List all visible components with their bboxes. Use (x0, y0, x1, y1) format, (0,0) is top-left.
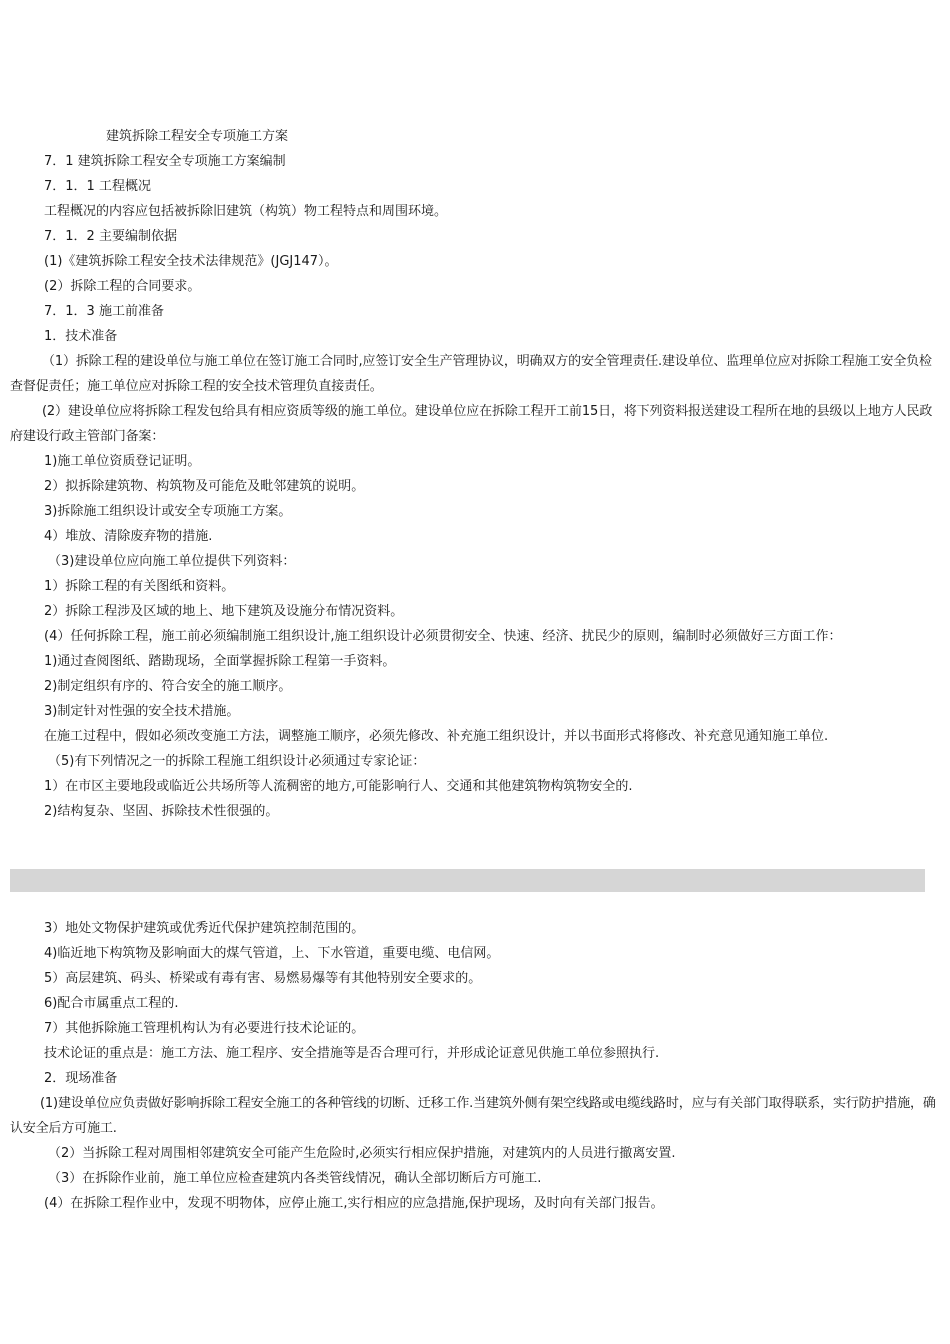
page-divider (10, 869, 925, 892)
text-line: 2)结构复杂、坚固、拆除技术性很强的。 (44, 804, 279, 819)
text-line: 在施工过程中，假如必须改变施工方法，调整施工顺序，必须先修改、补充施工组织设计，并以书面形式将修改、补充意见通知施工单位. (44, 729, 829, 744)
text-line: 2）拟拆除建筑物、构筑物及可能危及毗邻建筑的说明。 (44, 479, 365, 494)
text-line: 技术论证的重点是：施工方法、施工程序、安全措施等是否合理可行，并形成论证意见供施工单位参照执行. (44, 1046, 660, 1061)
text-line: 3）地处文物保护建筑或优秀近代保护建筑控制范围的。 (44, 921, 365, 936)
text-line: (4）在拆除工程作业中，发现不明物体，应停止施工,实行相应的应急措施,保护现场，及时向有关部门报告。 (44, 1196, 664, 1211)
document-section-1 (10, 124, 940, 824)
text-line: 1）在市区主要地段或临近公共场所等人流稠密的地方,可能影响行人、交通和其他建筑物构筑物安全的. (44, 779, 633, 794)
text-line: 4)临近地下构筑物及影响面大的煤气管道，上、下水管道，重要电缆、电信网。 (44, 946, 500, 961)
text-line: 7．1 建筑拆除工程安全专项施工方案编制 (44, 154, 286, 169)
text-line: 4）堆放、清除废弃物的措施. (44, 529, 213, 544)
document-section-2 (10, 916, 940, 1216)
text-line: 1）拆除工程的有关图纸和资料。 (44, 579, 235, 594)
paragraph: (2）建设单位应将拆除工程发包给具有相应资质等级的施工单位。建设单位应在拆除工程开工前15日，将下列资料报送建设工程所在地的县级以上地方人民政府建设行政主管部门备案： (10, 404, 933, 444)
paragraph: （1）拆除工程的建设单位与施工单位在签订施工合同时,应签订安全生产管理协议，明确双方的安全管理责任.建设单位、监理单位应对拆除工程施工安全负检查督促责任；施工单位应对拆除工程的安全技术管理负直接责任。 (10, 354, 932, 394)
text-line: （3）在拆除作业前，施工单位应检查建筑内各类管线情况，确认全部切断后方可施工. (48, 1171, 542, 1186)
text-line: （3)建设单位应向施工单位提供下列资料： (48, 554, 296, 569)
text-line: 7．1．2 主要编制依据 (44, 229, 177, 244)
text-line: (2）拆除工程的合同要求。 (44, 279, 201, 294)
text-line: （2）当拆除工程对周围相邻建筑安全可能产生危险时,必须实行相应保护措施，对建筑内的人员进行撤离安置. (48, 1146, 676, 1161)
text-line: 3)制定针对性强的安全技术措施。 (44, 704, 240, 719)
text-line: 7．1．1 工程概况 (44, 179, 151, 194)
text-line: 工程概况的内容应包括被拆除旧建筑（构筑）物工程特点和周围环境。 (44, 204, 448, 219)
text-line: (1)《建筑拆除工程安全技术法律规范》(JGJ147）。 (44, 254, 338, 269)
paragraph: (1)建设单位应负责做好影响拆除工程安全施工的各种管线的切断、迁移工作.当建筑外侧有架空线路或电缆线路时，应与有关部门取得联系，实行防护措施，确认安全后方可施工. (10, 1096, 936, 1136)
text-line: 7．1．3 施工前准备 (44, 304, 164, 319)
text-line: 5）高层建筑、码头、桥梁或有毒有害、易燃易爆等有其他特别安全要求的。 (44, 971, 482, 986)
text-line: 6)配合市属重点工程的. (44, 996, 179, 1011)
text-line: 2)制定组织有序的、符合安全的施工顺序。 (44, 679, 292, 694)
text-line: 7）其他拆除施工管理机构认为有必要进行技术论证的。 (44, 1021, 365, 1036)
text-line: (4）任何拆除工程，施工前必须编制施工组织设计,施工组织设计必须贯彻安全、快速、经济、扰民少的原则，编制时必须做好三方面工作： (44, 629, 842, 644)
text-line: （5)有下列情况之一的拆除工程施工组织设计必须通过专家论证： (48, 754, 426, 769)
document-title: 建筑拆除工程安全专项施工方案 (106, 129, 289, 144)
text-line: 1．技术准备 (44, 329, 118, 344)
text-line: 2．现场准备 (44, 1071, 118, 1086)
text-line: 3)拆除施工组织设计或安全专项施工方案。 (44, 504, 292, 519)
text-line: 2）拆除工程涉及区域的地上、地下建筑及设施分布情况资料。 (44, 604, 404, 619)
text-line: 1)通过查阅图纸、踏勘现场，全面掌握拆除工程第一手资料。 (44, 654, 396, 669)
text-line: 1)施工单位资质登记证明。 (44, 454, 201, 469)
